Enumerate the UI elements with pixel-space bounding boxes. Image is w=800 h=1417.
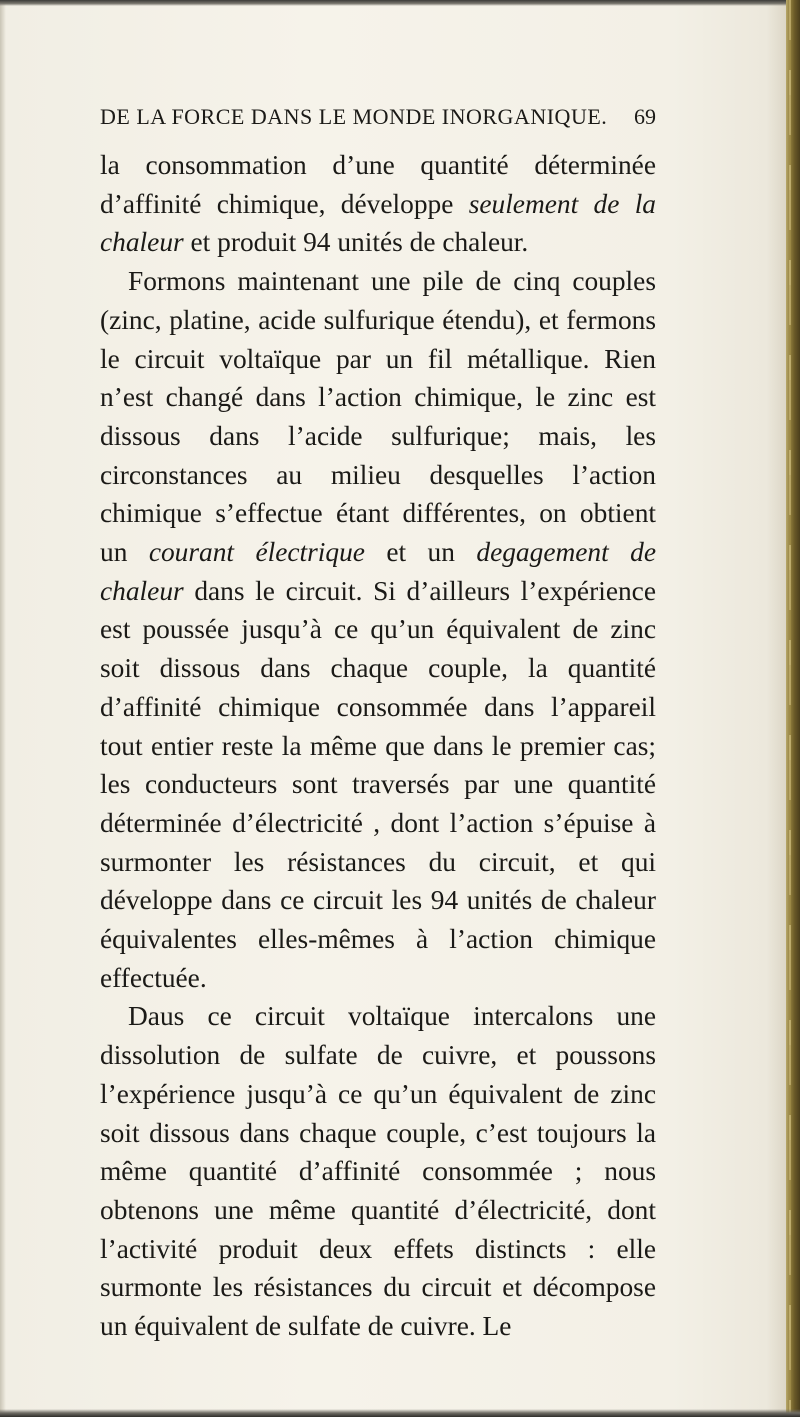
page-number: 69 [634,104,656,129]
page-left-edge [0,0,6,1417]
paragraph [100,262,656,997]
scan-bottom-edge [0,1409,800,1417]
running-head: DE LA FORCE DANS LE MONDE INORGANIQUE. [100,104,608,129]
italic-phrase: degagement de chaleur [100,537,656,606]
italic-phrase: courant électrique [148,537,365,568]
text-run: Daus ce circuit voltaïque intercalons une dissolution de sulfate de cuivre, et poussons l’expérience jusqu’à ce qu’un équivalent de zinc soit dissous dans chaque couple, c’est toujours la même quantité d’affinité consommée ; nous obtenons une même quantité d’électricité, dont l’activité produit deux effets distincts : elle surmonte les résistances du circuit et décompose un équivalent de sulfate de cuivre. Le [100,1001,656,1342]
body-text [100,146,656,1346]
text-run: Formons maintenant une pile de cinq couples (zinc, platine, acide sulfurique étendu), et fermons le circuit voltaïque par un fil métallique. Rien n’est changé dans l’action chimique, le zinc est dissous dans l’acide sulfurique; mais, les circonstances au milieu desquelles l’action chimique s’effectue étant différentes, on obtient un [100,266,656,568]
text-run: et un [364,537,477,568]
paragraph [100,997,656,1345]
text-run: et produit 94 unités de chaleur. [183,227,529,258]
book-spine [786,0,800,1417]
page-header [100,104,656,144]
text-run: la consommation d’une quantité déterminée d’affinité chimique, développe [100,150,656,219]
scan-top-edge [0,0,800,6]
text-run: dans le circuit. Si d’ailleurs l’expérience est poussée jusqu’à ce qu’un équivalent de zinc soit dissous dans chaque couple, la quantité d’affinité chimique consommée dans l’appareil tout entier reste la même que dans le premier cas; les conducteurs sont traversés par une quantité déterminée d’électricité , dont l’action s’épuise à surmonter les résistances du circuit, et qui développe dans ce circuit les 94 unités de chaleur équivalentes elles-mêmes à l’action chimique effectuée. [100,575,656,993]
paragraph [100,146,656,262]
italic-phrase: seulement de la chaleur [100,188,656,258]
